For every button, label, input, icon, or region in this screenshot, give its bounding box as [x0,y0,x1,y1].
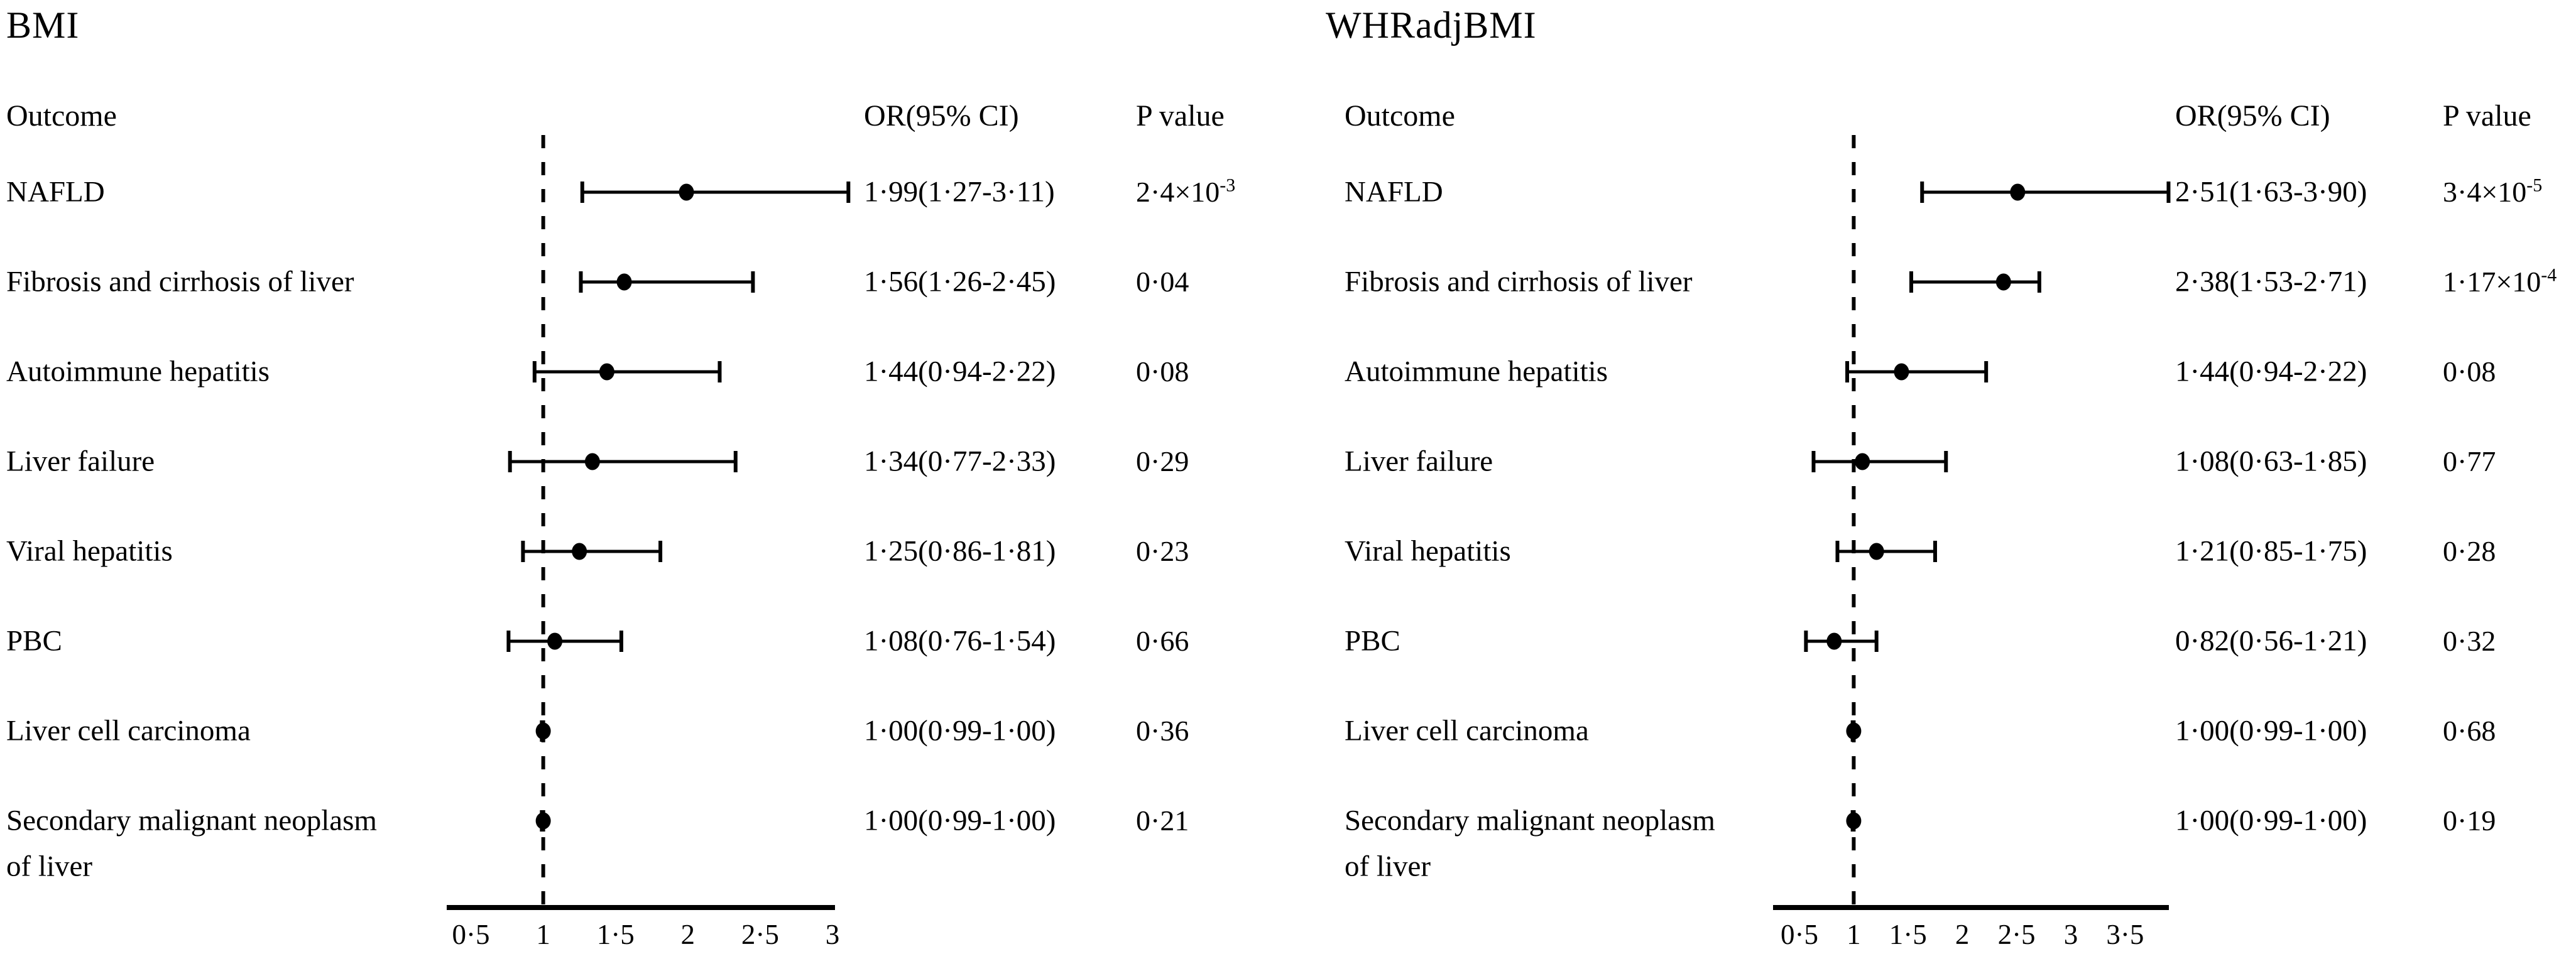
p-value-base: 0·28 [2443,535,2496,567]
forest-dot [585,453,600,470]
or-ci-value: 1·44(0·94-2·22) [2175,355,2367,388]
outcome-label: Viral hepatitis [6,534,173,568]
column-header-outcome: Outcome [1345,99,1455,133]
p-value-exponent: -3 [1220,175,1236,196]
forest-dot [536,723,551,740]
p-value-exponent: -5 [2526,175,2543,196]
x-axis-tick-label: 2 [680,919,696,950]
forest-dot [1826,633,1842,650]
or-ci-value: 1·21(0·85-1·75) [2175,534,2367,568]
or-ci-value: 1·00(0·99-1·00) [2175,714,2367,747]
x-axis-tick-label: 0·5 [452,919,490,950]
or-ci-value: 0·82(0·56-1·21) [2175,624,2367,658]
p-value-base: 0·04 [1136,266,1189,298]
outcome-label: NAFLD [6,175,105,209]
outcome-label: Autoimmune hepatitis [1345,355,1608,388]
outcome-label: Liver failure [6,445,155,478]
column-header-outcome: Outcome [6,99,117,133]
or-ci-value: 1·00(0·99-1·00) [864,714,1056,747]
p-value-base: 0·21 [1136,805,1189,837]
x-axis-tick-label: 2 [1955,919,1970,950]
outcome-label: Fibrosis and cirrhosis of liver [1345,265,1693,298]
x-axis-tick-label: 3 [2063,919,2078,950]
p-value-exponent: -4 [2541,264,2557,286]
or-ci-value: 1·08(0·63-1·85) [2175,445,2367,478]
panel-title-whradjbmi: WHRadjBMI [1326,4,1537,46]
x-axis-tick-label: 0·5 [1781,919,1819,950]
or-ci-value: 1·44(0·94-2·22) [864,355,1056,388]
forest-dot [1855,453,1870,470]
forest-dot [1996,274,2011,291]
x-axis-tick-label: 2·5 [1997,919,2036,950]
outcome-label: Viral hepatitis [1345,534,1511,568]
forest-dot [679,184,694,201]
p-value-base: 0·19 [2443,805,2496,837]
x-axis-tick-label: 3·5 [2106,919,2144,950]
forest-dot [536,813,551,830]
outcome-label: Secondary malignant neoplasm [1345,804,1715,837]
p-value-base: 0·29 [1136,445,1189,477]
or-ci-value: 1·99(1·27-3·11) [864,175,1055,209]
p-value-base: 0·08 [2443,355,2496,388]
p-value-base: 1·17×10 [2443,266,2541,298]
or-ci-value: 1·56(1·26-2·45) [864,265,1056,298]
forest-dot [617,274,632,291]
p-value-base: 2·4×10 [1136,176,1220,208]
outcome-label-line2: of liver [6,850,93,883]
outcome-label: Liver failure [1345,445,1493,478]
outcome-label: Fibrosis and cirrhosis of liver [6,265,354,298]
x-axis-tick-label: 1 [536,919,550,950]
column-header-or-ci: OR(95% CI) [864,99,1019,133]
p-value-base: 0·68 [2443,715,2496,747]
forest-dot [572,543,587,560]
outcome-label: Secondary malignant neoplasm [6,804,377,837]
p-value-base: 0·32 [2443,625,2496,657]
p-value-base: 0·36 [1136,715,1189,747]
or-ci-value: 1·34(0·77-2·33) [864,445,1056,478]
x-axis-tick-label: 1 [1847,919,1861,950]
forest-dot [599,364,614,381]
or-ci-value: 2·38(1·53-2·71) [2175,265,2367,298]
p-value-base: 0·66 [1136,625,1189,657]
forest-dot [1894,364,1909,381]
column-header-p-value: P value [2443,99,2531,133]
x-axis-tick-label: 1·5 [1889,919,1927,950]
forest-dot [1846,723,1861,740]
forest-dot [1869,543,1884,560]
outcome-label: PBC [6,624,62,658]
outcome-label: Autoimmune hepatitis [6,355,270,388]
x-axis-tick-label: 3 [825,919,840,950]
outcome-label: Liver cell carcinoma [6,714,251,747]
or-ci-value: 2·51(1·63-3·90) [2175,175,2367,209]
outcome-label: Liver cell carcinoma [1345,714,1589,747]
p-value-base: 0·08 [1136,355,1189,388]
panel-title-bmi: BMI [6,4,80,46]
or-ci-value: 1·00(0·99-1·00) [864,804,1056,837]
or-ci-value: 1·25(0·86-1·81) [864,534,1056,568]
column-header-or-ci: OR(95% CI) [2175,99,2330,133]
or-ci-value: 1·00(0·99-1·00) [2175,804,2367,837]
p-value-base: 0·77 [2443,445,2496,477]
p-value-base: 0·23 [1136,535,1189,567]
forest-dot [2010,184,2025,201]
p-value-base: 3·4×10 [2443,176,2527,208]
outcome-label: PBC [1345,624,1400,658]
forest-dot [547,633,562,650]
or-ci-value: 1·08(0·76-1·54) [864,624,1056,658]
outcome-label: NAFLD [1345,175,1443,209]
column-header-p-value: P value [1136,99,1225,133]
x-axis-tick-label: 2·5 [741,919,779,950]
forest-dot [1846,813,1861,830]
outcome-label-line2: of liver [1345,850,1431,883]
x-axis-tick-label: 1·5 [596,919,635,950]
